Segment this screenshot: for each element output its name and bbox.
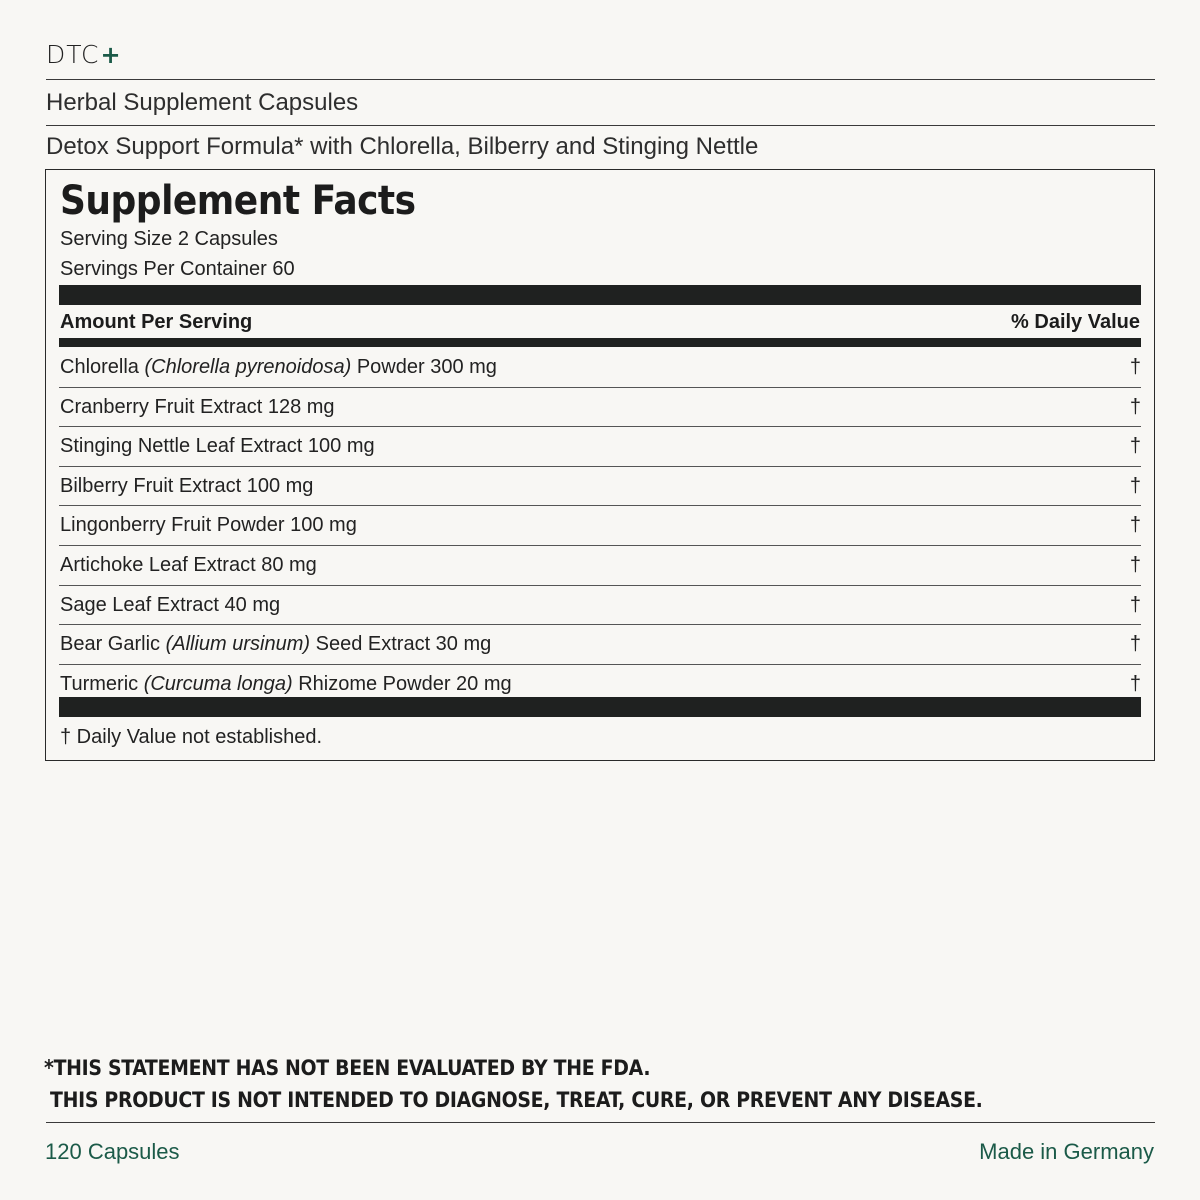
ingredient-name-text: Turmeric <box>60 672 144 695</box>
ingredient-latin-name: (Allium ursinum) <box>165 633 311 656</box>
ingredient-name <box>60 625 491 663</box>
serving-size: Serving Size 2 Capsules <box>60 228 278 250</box>
supplement-facts-panel <box>45 169 1155 761</box>
servings-per-container: Servings Per Container 60 <box>60 258 295 280</box>
divider <box>46 125 1155 126</box>
ingredient-name <box>60 546 317 584</box>
disclaimer-line-2: THIS PRODUCT IS NOT INTENDED TO DIAGNOSE, TREAT, CURE, OR PREVENT ANY DISEASE. <box>50 1088 983 1112</box>
ingredient-name <box>60 467 313 505</box>
daily-value-dagger: † <box>1129 593 1141 616</box>
ingredient-name-text: Stinging Nettle Leaf Extract 100 mg <box>60 435 375 458</box>
fda-disclaimer <box>44 1052 983 1116</box>
daily-value-dagger: † <box>1129 672 1141 695</box>
ingredient-row <box>59 427 1141 467</box>
ingredient-name-text: Rhizome Powder 20 mg <box>292 672 512 695</box>
daily-value-dagger: † <box>1129 395 1141 418</box>
ingredient-latin-name: (Curcuma longa) <box>143 672 293 695</box>
daily-value-dagger: † <box>1129 633 1141 656</box>
product-subtitle: Detox Support Formula* with Chlorella, Bilberry and Stinging Nettle <box>46 133 759 160</box>
daily-value-dagger: † <box>1129 553 1141 576</box>
brand-plus-icon: + <box>100 41 122 69</box>
ingredient-name-text: Powder 300 mg <box>351 356 497 378</box>
ingredient-name <box>60 348 497 386</box>
ingredient-row <box>59 388 1141 428</box>
ingredient-row <box>59 546 1141 586</box>
daily-value-dagger: † <box>1129 435 1141 458</box>
amount-per-serving-header: Amount Per Serving <box>60 311 253 333</box>
ingredient-name-text: Sage Leaf Extract 40 mg <box>60 593 281 616</box>
divider <box>46 79 1155 80</box>
country-of-origin: Made in Germany <box>979 1139 1154 1164</box>
ingredient-row <box>59 348 1141 388</box>
brand-name: DTC <box>46 40 100 69</box>
facts-title: Supplement Facts <box>60 178 416 224</box>
ingredient-name-text: Cranberry Fruit Extract 128 mg <box>60 395 335 418</box>
ingredient-row <box>59 506 1141 546</box>
daily-value-dagger: † <box>1129 356 1141 378</box>
disclaimer-line-1: *THIS STATEMENT HAS NOT BEEN EVALUATED BY THE FDA. <box>44 1056 651 1080</box>
dv-footnote: † Daily Value not established. <box>60 726 323 748</box>
ingredient-list <box>59 348 1141 703</box>
thick-rule <box>59 285 1141 305</box>
ingredient-row <box>59 625 1141 665</box>
ingredient-name <box>60 427 375 465</box>
product-type: Herbal Supplement Capsules <box>46 89 359 116</box>
ingredient-name-text: Chlorella <box>60 356 145 378</box>
daily-value-dagger: † <box>1129 514 1141 537</box>
ingredient-name <box>60 586 280 624</box>
ingredient-name-text: Lingonberry Fruit Powder 100 mg <box>60 514 357 537</box>
ingredient-name-text: Artichoke Leaf Extract 80 mg <box>60 553 317 576</box>
ingredient-name-text: Seed Extract 30 mg <box>310 633 492 656</box>
daily-value-dagger: † <box>1129 474 1141 497</box>
ingredient-name <box>60 506 357 544</box>
ingredient-row <box>59 586 1141 626</box>
capsule-count: 120 Capsules <box>45 1139 180 1164</box>
ingredient-latin-name: (Chlorella pyrenoidosa) <box>144 356 352 378</box>
daily-value-header: % Daily Value <box>1011 311 1140 333</box>
ingredient-name <box>60 388 335 426</box>
thick-rule <box>59 697 1141 717</box>
medium-rule <box>59 338 1141 347</box>
ingredient-row <box>59 467 1141 507</box>
brand-logo <box>46 40 122 69</box>
ingredient-name-text: Bilberry Fruit Extract 100 mg <box>60 474 314 497</box>
ingredient-name-text: Bear Garlic <box>60 633 166 656</box>
divider <box>46 1122 1155 1123</box>
